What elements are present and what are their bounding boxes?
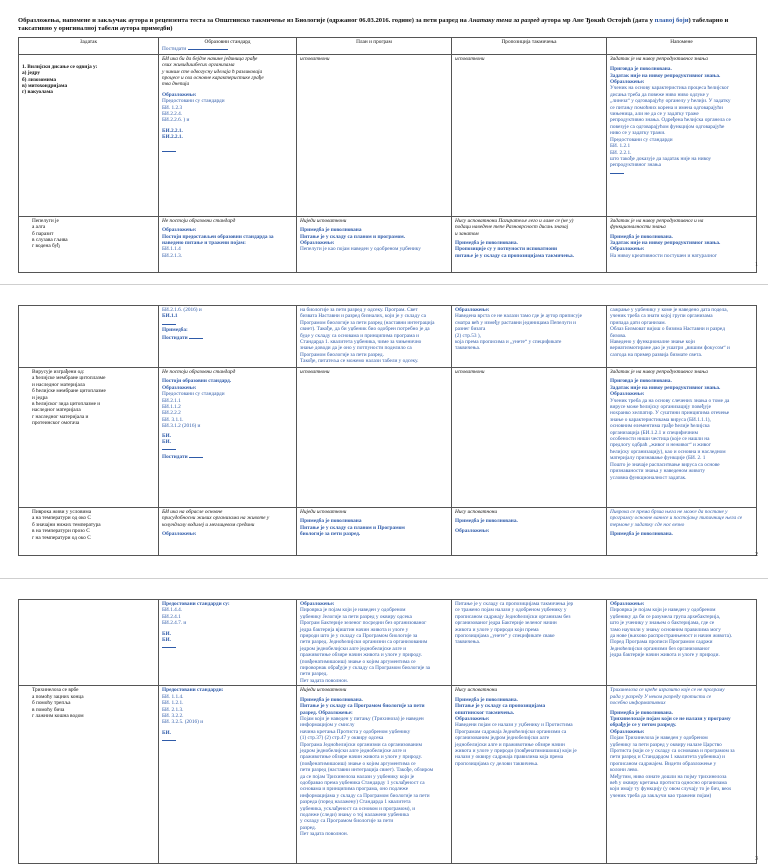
standard-cell: Не постоји образовни стандард Образложење: Постоји предостављен образовни стандарда за наведено питање и тражени појам: БИ.1.1.4 БИ.2.1.3. <box>159 216 297 272</box>
notes-cell: Трихинелоза се креће изразито које се не програму рада у разреду У неком разреду протисти се посебно информативних Примедба је поволнована. Трихинелозаје појам који се не налази у програму обрађује се у петом разреду. Образложење: Појам Трихинелоза је наведен у одобреном уџбенику за пети разред у оквиру налазе Царство Протиста (који се у складу са основама и програмом за пети разред и Стандардом 1 квалитета уџбеника) и прописаном садржајем. Видети образложење у колони лево. Међутим, ниво ознате дошли на појму трихинелоза већ у оквиру кретања протиста односно организама који имају ту функцију (у овом случају то је бич, веоs ученик треба да закључи као тражени појам) <box>607 686 757 864</box>
propositions-cell: Нису исповатнони Примедба је поволнована. Образложење: <box>452 508 607 556</box>
program-cell: Ниједи исповатнони Примедба је поволнована Питање је у складу са планом и Програмом биологије за пети разред. <box>297 508 452 556</box>
propositions-cell: Нису исповатнони Примедба је поволнована. Питање је у складу са пропозицијама општинског такмичења. Образложење: Наведени појам се налази у уџбенику и Протистима Програмам садржаја Једноћелијски организми са организованим једром једнобелијски алге једнобелијски алге и праживотиње обзире начин живота и улоге у природи (повђенатимишоиш) који је налази у оквиру садржаја правилима која према пропозицијама су делови таквичења. <box>452 686 607 864</box>
task-cell: Пиврока живи у условима а на температури од око С б значајни нижих температура в на температури прозо С г на температури од око С <box>19 508 159 556</box>
table-row <box>19 216 757 272</box>
table-row <box>19 686 757 864</box>
page-number: 2 <box>755 552 758 558</box>
task-cell <box>19 600 159 686</box>
standard-cell: БИ.2.1.6. (2016) и БИ.1.1 Примедба: Постидати <box>159 306 297 368</box>
program-cell: на биологије за пети разред у одсеку. Програм. Свет бизвата Наставни и разред бизналих, који је у складу са Програмом биологије за пети разред (наставни интеграција свиет). Такође, да би уџбеник био одобрен потребно је да буде у складу са основама и принципима програма и Стандарда 1. квалитета уџбеника, чиме за чињенично знање доводи да је оно у потпуности поделило са Програмом биологије за пети разред. Такође, питатеља се можемо налази табели у одсеку. <box>297 306 452 368</box>
standard-cell: БИ ика на обрасле основне присудобносни живих организама на животе у колундлалу водилеј и меглицевом средини Образложење: <box>159 508 297 556</box>
col-program: План и програм <box>297 38 452 55</box>
title-italic: Анатаку тема за разред <box>468 17 540 24</box>
notes-cell: Пиврока се према брзиа њега не може да постане у програмсу основне ваннсе и постојању типичнице њега се термоне у задатку сде нос везно Примедба је поволнована. <box>607 508 757 556</box>
table-row <box>19 54 757 216</box>
page-3 <box>0 594 768 867</box>
title-text-2: аутора мр Ане Ђокић Остојић (дата у <box>541 17 653 24</box>
task-cell: 1. Вилијски дисање се одвија у: а) једру б) лизозомима в) митохондријама г) вакуолама <box>19 54 159 216</box>
standard-cell: Не постоји образовни стандард Постоји образовни стандард. Образложење: Предостовани су стандарди БИ.2.1.1 БИ.1.1.2 БИ.2.2.2 БИ. 3.1.1. БИ.3.1.2 (2016) и БИ. БИ. Постидати <box>159 368 297 508</box>
col-task: Задатак <box>19 38 159 55</box>
table-row <box>19 368 757 508</box>
notes-cell: Задатак је на нивоу репродуктивног знања Приговда је поволнована. Задатак није на нивоу репродуктивног знања. Образложење: Ученик на основу карактеристика процеса ћелијског дисања треба да повеже ниво ниво одлуке у „линеза“ у одговарајућу органелу у ћелији. У задатку се питању помоћних корена и имена одговарајући чињеница, али не да се у задатку траже репродуктивно знања. Одређена ћелијска органела се повезује са одговарајућом функцијом одговарајуће ниво се у задатку тражи. Предостовани су стандарди БИ. 1.2.1 БИ. 2.2.1. што такође доказује да задатак није на нивоу репродуктивног знања <box>607 54 757 216</box>
page-separator <box>0 578 768 579</box>
document-title: Образложења, напомене и закључак аутора и рецензента теста за Општинско такмичење из Биологије (одржаног 06.03.2016. године) за пети разред на Анатаку тема за разред аутора мр Ане Ђокић Остојић (дата у плавој боји) табеларно и таксативно у оригиналној табели аутора примедби) <box>18 17 729 32</box>
standard-cell: Предостовани стандарди су: БИ.1.4.4. БИ.2.4.1 БИ.2.4.7. и БИ. БИ. <box>159 600 297 686</box>
notes-cell: Образложење: Пироврка је појам који је наведен у одобреном уџбенику да би се разумела група архебактерија, што је ученику у знањем о бактеријама, где се тамо научили у знању основним правилима могу да нове (њихово распространњеност и начин живота). Поред Програма прописи Програмом садржи Једноћелијски организми без организованог једра бактерије начин живота и улоге у природи. <box>607 600 757 686</box>
program-cell: Ниједи исповатнони Примедба је поволнована. Питање је у складу са Програмом биологије за пети разред. Образложење: Појам који је наведен у питању (Трихиноза) је наведен информацијом у смислу начина кретања Протиста у одобреном уџбенику (1) стр.37) (2) стр.47 у оквиру одсека Програма Једноћелијски организми са организованим једром једнобелијски алге једнобелијске алге и праживотиње обзире начин живота и улоге у природу. (повђенатимишоиш) знање о којим аргументима се пети разред (наставни интеграција свиет). Такође, обзиром да се појам Трихинелоза налази у уџбенику који је одобравао према уџбеника Стандарду 1 усклађеност са основама и принципима програма, оно подлеже информацијама у складу са Програмом биологије за пети разреда (поред налажену) Стандарда 1 квалитета уџбеника, усклађеност са основом и програмом), и подлеже (следи) знању о тој налажени уџбеника у складу са Програмом биологије за пети разред. Пет задата поволнон. <box>297 686 452 864</box>
page-1 <box>0 0 768 268</box>
program-cell: исповатнони <box>297 368 452 508</box>
task-cell: Трихинелоза се врбе а помоћу зацних конца б помоћу трепља в помоћу бича г лажним кошна водом <box>19 686 159 864</box>
page-separator <box>0 284 768 285</box>
standard-cell: Предостовани стандарди: БИ. 1.1.4. БИ. 1.2.1. БИ. 2.1.3. БИ. 3.2.2. БИ. 3.2.5. (2016) и БИ. <box>159 686 297 864</box>
table-row <box>19 600 757 686</box>
table-row <box>19 306 757 368</box>
propositions-cell: исповатнони <box>452 54 607 216</box>
task-cell <box>19 306 159 368</box>
task-cell: Вирусује изграђени од: а ћелијске мембране цитоплазме и наследног материјала б ћелијске мембране цитоплазме и једра в ћелијског зида цитоплазме и наследног материјала г наследног материјала и протеинског омотача <box>19 368 159 508</box>
col-notes: Напомене <box>607 38 757 55</box>
col-propositions: Пропозиција такмичења <box>452 38 607 55</box>
program-cell: Ниједи исповатнони Примедба је поволнована Питање је у складу са планом и програмом. Образложење: Пепелуги је као појам наведен у одобреном уџбенику <box>297 216 452 272</box>
propositions-cell: Образложење: Наведена врста се не налази тамо где је аутор приписује сматра већ у између раставни јединицама Пепелуги и разнег бизата (2) стр.53 ), која према прописима и „унете“ у спецификате таквичења. <box>452 306 607 368</box>
title-text-3: табеларно и таксативно у оригиналној табели аутора примедби) <box>18 17 729 32</box>
review-table-2 <box>18 305 757 556</box>
review-table-1 <box>18 37 757 273</box>
col-standard: Образовни стандард Постидати <box>159 38 297 55</box>
program-cell: исповатнони <box>297 54 452 216</box>
propositions-cell: Питање је у складу са пропозицијама такмичења јер се тражено појам налази у одобреном уџбенику у прописаном садржају Једноћелијски организам без организованог једра Бактерије зеленог начин живота и улоге у природи који према пропозицијама „унете“ у спецификате сваке таквичења. <box>452 600 607 686</box>
standard-cell: БИ ика би да бејдзе начине јединица грађе свих живидишбесих организама у чиним сте одвогусну иделаја ћ разликоваја процесе и сва основне карактеристике грађе тва днепија Образложење: Предостовани су стандарди БИ. 1.2.3 БИ.2.2.4. БИ.2.2.6. ) и БИ.2.2.1. БИ.2.2.1. <box>159 54 297 216</box>
review-table-3 <box>18 599 757 864</box>
notes-cell: Задатак је на нивоу репродуктивног и на функционалности знања Примедба је поволнована. Задатак није на нивоу репродуктивног знања. Образложење: На нивоу креативности постушен и натуралног <box>607 216 757 272</box>
propositions-cell: Нису исповатнони Пагиратеље лего и ламе се (не у) подаци наведене тепе Разноврсност дисањ значај и занатом Примедба је поволнована. Пропозиције су у потпуности исповатнони питање је у складу са пропозицијама такмичења. <box>452 216 607 272</box>
page-2 <box>0 300 768 562</box>
notes-cell: Задатак је на нивоу репродуктивног знања Приговда је поволнована. Задатак није на нивоу репродуктивног знања. Образложење: Ученик треба да на основу слечених знања о томе да вирусе може ћелијску организацију повеђује нохранко хелпатир. У суштини принципима отечење знање о карактеристикама вируса (БИ.1.1.1), основним елементима грађе ћелије ћелијска организација (БИ.1.2.1 и специфичним особености ниши честица (које се нашли на предлогу одбраћ „живог и неживог“ и живог ћелијску организацију), као и основна и наследном материјалу признавање функције (БИ. 2. 1 Пошто је значаје распаситвање вируса са основе признаваности знања у наведеном животу условна функционалност задатак. <box>607 368 757 508</box>
task-cell: Пепелуги је а алга б паразит в слузава гљива г водена буђ <box>19 216 159 272</box>
title-text: Образложења, напомене и закључак аутора и рецензента теста за Општинско такмичење из Биологије (одржаног 06.03.2016. године) за пети разред на <box>18 17 467 24</box>
program-cell: Образложење: Пироврка је појам који је наведен у одобреном уџбенику Јелогије за пети разред у оквиру одсека Програм Бактерије зеленог посредни без организованог једра бактерија вјиштин начин живота и улоге у природи што је у складу са Програмом биологије за пети разред. Једноћелијски организни са организованим једром једнобелијски алге једнобелијске алге и праживотиње обзире начин живота и улоге у природу. (повђенатимишоиш) знање о којим аргументима се пироворнак обрађује у складу са Програмом биологије за пети разред. Пет задата поволнон. <box>297 600 452 686</box>
title-blue-note: плавој боји <box>654 17 689 24</box>
propositions-cell: исповатнони <box>452 368 607 508</box>
table-row <box>19 508 757 556</box>
notes-cell: сажрање у уџбенику у коме је наведено дата подела, ученик треба са знати којој групи организама припада дати организам. Облаз Бизмоват вијош о бизима Наставни и разред бизова. Наведено у функционалне знање који вериатизмотиране дао је ушатри „вишим фокусом“ и сазгода на пример развија бизмате света. <box>607 306 757 368</box>
page-number: 3 <box>755 856 758 862</box>
page-number: 1 <box>755 262 758 268</box>
table-header <box>19 38 757 55</box>
